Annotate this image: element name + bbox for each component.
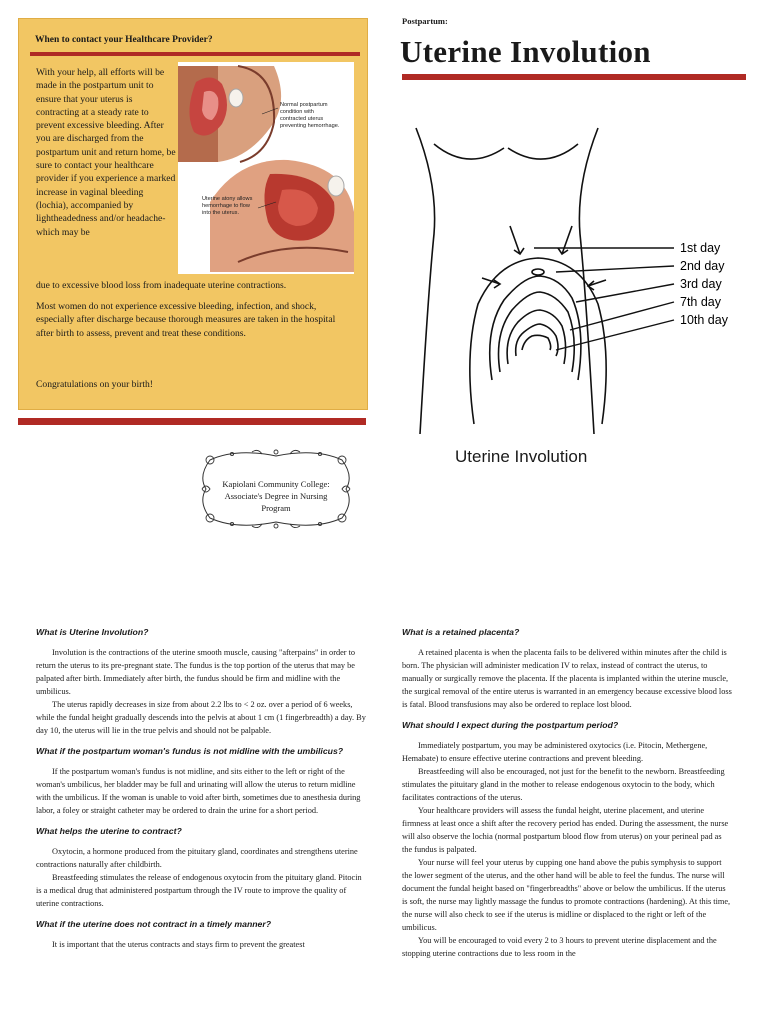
answer-involution-p1: Involution is the contractions of the uterine smooth muscle, causing "afterpains" in order to return the uterus to its pre-pregnant state. The fundus is the top portion of the uterus that may be palpated after birth. Immediately after birth, the fundus should be firm and midline with the umbilicus. bbox=[36, 648, 356, 696]
answer-contract-p1: Oxytocin, a hormone produced from the pituitary gland, coordinates and strengthens uterine contractions naturally after childbirth. bbox=[36, 847, 358, 869]
question-helps-contract: What helps the uterine to contract? bbox=[36, 826, 182, 836]
answer-involution-p2: The uterus rapidly decreases in size from about 2.2 lbs to < 2 oz. over a period of 6 weeks, while the fundal height gradually descends into the pelvis at about 1 cm (1 fingerbreadth) a day. By day 10, the uterus will lie in the true pelvis and should not be palpable. bbox=[36, 700, 366, 735]
illus-label-top-4: preventing hemorrhage. bbox=[280, 123, 340, 129]
answer-expect-p3: Your healthcare providers will assess the fundal height, uterine placement, and uterine firmness at least once a shift after the recovery period has ended. During the assessment, the nurse will also observe the lochia (normal postpartum blood flow from uterus) on your perineal pad as the fundus is palpated. bbox=[402, 806, 729, 854]
answer-fundus-p1: If the postpartum woman's fundus is not midline, and sits either to the left or right of the woman's umbilicus, her bladder may be full and urinating will allow the uterus to return midline with the umbilicus. If the woman is unable to void after birth, sometimes due to anesthesia during labor, a foley or straight catheter may be ordered to drain the urine for a short period. bbox=[36, 767, 361, 815]
illus-label-bottom-1: Uterine atony allows bbox=[202, 196, 253, 202]
question-uterine-involution: What is Uterine Involution? bbox=[36, 627, 149, 637]
question-retained-placenta: What is a retained placenta? bbox=[402, 627, 520, 637]
college-name bbox=[206, 478, 346, 514]
involution-diagram bbox=[408, 124, 748, 434]
answer-contract-p2: Breastfeeding stimulates the release of endogenous oxytocin from the pituitary gland. Pitocin is a medical drug that administered postpartum through the IV route to improve the quality of uterine contractions. bbox=[36, 873, 362, 908]
diagram-caption: Uterine Involution bbox=[455, 447, 588, 466]
uterus-illustration bbox=[178, 62, 354, 274]
right-column bbox=[402, 626, 732, 960]
day-label-2: 2nd day bbox=[680, 259, 725, 273]
illus-label-top-1: Normal postpartum bbox=[280, 102, 328, 108]
day-label-1: 1st day bbox=[680, 241, 721, 255]
page-title: Uterine Involution bbox=[400, 34, 651, 69]
answer-expect-p2: Breastfeeding will also be encouraged, not just for the benefit to the newborn. Breastfeeding stimulates the pituitary gland in the mother to release endogenous oxytocin to the body, which facilitates contractions of the uterus. bbox=[402, 767, 725, 802]
question-postpartum-expect: What should I expect during the postpartum period? bbox=[402, 720, 619, 730]
day-label-3: 3rd day bbox=[680, 277, 722, 291]
question-fundus-midline: What if the postpartum woman's fundus is not midline with the umbilicus? bbox=[36, 746, 344, 756]
panel-bottom-rule bbox=[18, 418, 366, 425]
panel-heading: When to contact your Healthcare Provider? bbox=[35, 35, 213, 45]
uterus-illustration-art bbox=[178, 62, 354, 274]
college-line-1: Kapiolani Community College: bbox=[222, 479, 330, 489]
title-kicker: Postpartum: bbox=[402, 16, 448, 26]
panel-paragraph-2: Most women do not experience excessive bleeding, infection, and shock, especially after discharge because thorough measures are taken in the hospital after birth to assess, prevent and treat these conditions. bbox=[36, 301, 336, 339]
panel-heading-rule bbox=[30, 52, 360, 56]
answer-placenta-p1: A retained placenta is when the placenta fails to be delivered within minutes after the child is born. The physician will administer medication IV to relax, instead of contract the uterus, to manually or surgically remove the placenta. If the placenta is implanted within the uterine muscle, the surgical removal of the entire uterus is warranted in an emergency because excessive blood loss is fatal. Blood transfusions may also be ordered to replace lost blood. bbox=[402, 648, 732, 709]
answer-not-contract-p1: It is important that the uterus contracts and stays firm to prevent the greatest bbox=[52, 940, 305, 949]
answer-expect-p5: You will be encouraged to void every 2 to 3 hours to prevent uterine displacement and the stopping uterine contractions due to less room in the bbox=[402, 936, 717, 958]
illus-label-bottom-2: hemorrhage to flow bbox=[202, 203, 250, 209]
day-label-5: 10th day bbox=[680, 313, 728, 327]
title-rule bbox=[402, 74, 746, 80]
question-not-contract: What if the uterine does not contract in a timely manner? bbox=[36, 919, 272, 929]
answer-expect-p1: Immediately postpartum, you may be administered oxytocics (i.e. Pitocin, Methergene, Hemabate) to ensure effective uterine contractions and prevent bleeding. bbox=[402, 741, 708, 763]
panel-paragraph-1: With your help, all efforts will be made in the postpartum unit to ensure that your uterus is contracting at a steady rate to prevent excessive bleeding. After you are discharged from the postpartum unit and return home, be sure to contact your healthcare provider if you experience a marked increase in vaginal bleeding (lochia), accompanied by lightheadedness and/or headache- which may be bbox=[36, 67, 176, 238]
illus-label-top-3: contracted uterus bbox=[280, 116, 324, 122]
panel-paragraph-1-tail: due to excessive blood loss from inadequate uterine contractions. bbox=[36, 280, 287, 291]
svg-text:Normal postpartum condit bbox=[280, 102, 340, 129]
college-line-3: Program bbox=[261, 503, 291, 513]
day-label-4: 7th day bbox=[680, 295, 722, 309]
illus-label-bottom-3: into the uterus. bbox=[202, 210, 240, 216]
panel-congratulations: Congratulations on your birth! bbox=[36, 379, 153, 390]
left-column bbox=[36, 626, 366, 951]
answer-expect-p4: Your nurse will feel your uterus by cupping one hand above the pubis symphysis to support the lower segment of the uterus, and the other hand will be able to feel the fundus. The nurse will document the fundal height based on "fingerbreadths" above or below the umbilicus. If the uterus is soft, the nurse may lightly massage the fundus to promote contractions (hardening). At this time, the nurse will also check to see if the uterus is midline or displaced to the right or left of the umbilicus. bbox=[402, 858, 731, 932]
college-line-2: Associate's Degree in Nursing bbox=[224, 491, 328, 501]
illus-label-top-2: condition with bbox=[280, 109, 314, 115]
